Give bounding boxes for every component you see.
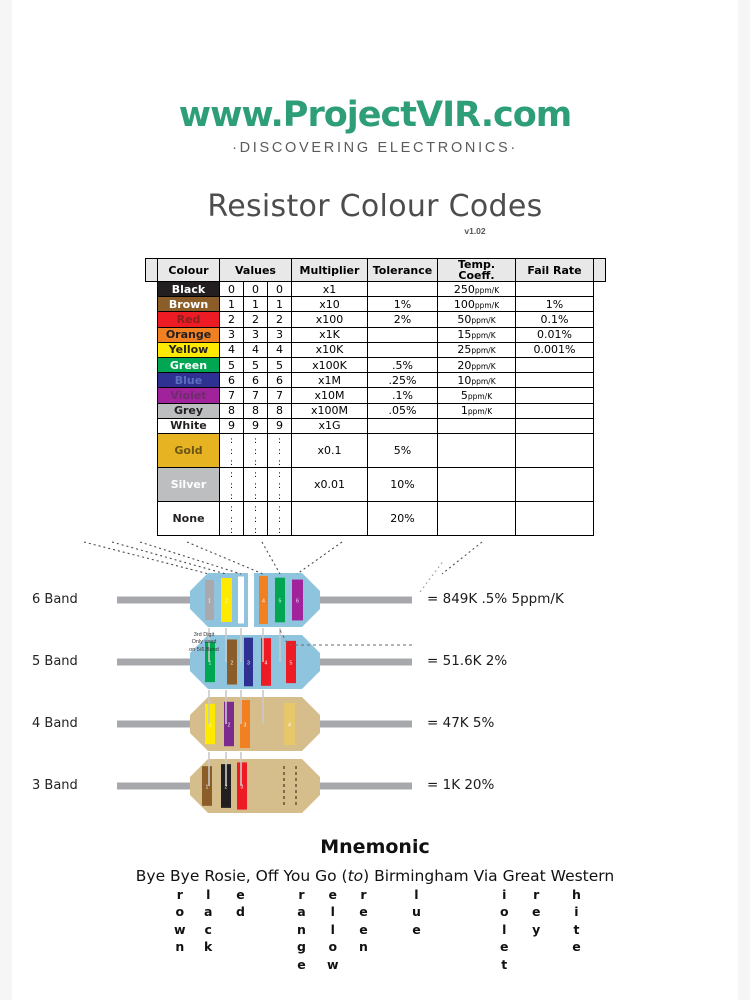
table-row — [146, 357, 606, 372]
table-row — [146, 297, 606, 312]
brand-header — [12, 0, 738, 156]
row-spacer-right — [594, 297, 606, 312]
site-logo-text: www.ProjectVIR.com — [178, 95, 572, 135]
cell-multiplier: x10 — [292, 297, 368, 312]
cell-colour-red: Red — [158, 312, 220, 327]
row-spacer-right — [594, 327, 606, 342]
table-row — [146, 467, 606, 501]
cell-digit3: 9 — [268, 418, 292, 433]
table-row — [146, 501, 606, 535]
mnemonic-column-great: r e y — [532, 886, 541, 937]
svg-text:1: 1 — [208, 722, 212, 729]
cell-colour-orange: Orange — [158, 327, 220, 342]
cell-fail-rate: 0.1% — [516, 312, 594, 327]
cell-tolerance: .25% — [368, 373, 438, 388]
svg-text:3: 3 — [247, 660, 250, 667]
cell-tolerance: .1% — [368, 388, 438, 403]
resistor-label-4-band: 4 Band — [32, 715, 78, 731]
cell-digit3: : : : — [268, 467, 292, 501]
row-spacer-left — [146, 297, 158, 312]
svg-text:4: 4 — [288, 722, 291, 729]
row-spacer-right — [594, 373, 606, 388]
cell-multiplier: x10M — [292, 388, 368, 403]
table-row — [146, 342, 606, 357]
cell-tolerance: 5% — [368, 433, 438, 467]
cell-digit1: 3 — [220, 327, 244, 342]
cell-multiplier: x10K — [292, 342, 368, 357]
mnemonic-column-bye: l a c k — [204, 886, 213, 955]
header-colour: Colour — [158, 259, 220, 282]
cell-fail-rate — [516, 418, 594, 433]
cell-colour-brown: Brown — [158, 297, 220, 312]
header-fail-rate: Fail Rate — [516, 259, 594, 282]
cell-digit1: 4 — [220, 342, 244, 357]
table-row — [146, 282, 606, 297]
resistor-result-5-band: = 51.6K 2% — [427, 652, 508, 669]
cell-colour-white: White — [158, 418, 220, 433]
cell-digit1: 0 — [220, 282, 244, 297]
cell-digit1: 9 — [220, 418, 244, 433]
cell-tolerance: 10% — [368, 467, 438, 501]
row-spacer-right — [594, 403, 606, 418]
cell-digit3: 8 — [268, 403, 292, 418]
mnemonic-letter-columns — [12, 886, 738, 996]
cell-multiplier: x100M — [292, 403, 368, 418]
table-header-row — [146, 259, 606, 282]
cell-temp-coeff — [438, 501, 516, 535]
header-tolerance: Tolerance — [368, 259, 438, 282]
mnemonic-column-you: e l l o w — [327, 886, 339, 972]
cell-fail-rate: 0.01% — [516, 327, 594, 342]
cell-multiplier — [292, 501, 368, 535]
cell-digit1: : : : — [220, 501, 244, 535]
mnemonic-sentence — [12, 867, 738, 885]
mnemonic-column-via: i o l e t — [500, 886, 509, 972]
brand-tagline: ·DISCOVERING ELECTRONICS· — [232, 140, 518, 156]
cell-digit2: 1 — [244, 297, 268, 312]
cell-digit2: 8 — [244, 403, 268, 418]
cell-temp-coeff: 15ppm/K — [438, 327, 516, 342]
svg-text:4: 4 — [264, 660, 268, 667]
svg-text:1: 1 — [208, 598, 211, 605]
page-title: Resistor Colour Codes — [207, 189, 543, 224]
cell-digit2: : : : — [244, 467, 268, 501]
table-row — [146, 403, 606, 418]
cell-temp-coeff: 20ppm/K — [438, 357, 516, 372]
svg-text:2: 2 — [224, 784, 228, 791]
mnemonic-title: Mnemonic — [320, 835, 430, 858]
cell-tolerance — [368, 282, 438, 297]
svg-text:2: 2 — [227, 722, 231, 729]
cell-colour-violet: Violet — [158, 388, 220, 403]
cell-fail-rate — [516, 467, 594, 501]
table-row — [146, 327, 606, 342]
cell-digit1: : : : — [220, 467, 244, 501]
cell-multiplier: x100 — [292, 312, 368, 327]
cell-tolerance — [368, 342, 438, 357]
cell-tolerance — [368, 418, 438, 433]
cell-digit2: 4 — [244, 342, 268, 357]
diagram-canvas — [12, 540, 738, 830]
cell-digit3: 4 — [268, 342, 292, 357]
cell-tolerance: 20% — [368, 501, 438, 535]
row-spacer-left — [146, 501, 158, 535]
mnemonic-sentence-post: ) Birmingham Via Great Western — [363, 866, 615, 885]
cell-digit3: 0 — [268, 282, 292, 297]
table-row — [146, 388, 606, 403]
cell-temp-coeff: 250ppm/K — [438, 282, 516, 297]
row-spacer-right — [594, 433, 606, 467]
cell-multiplier: x0.01 — [292, 467, 368, 501]
row-spacer-right — [594, 312, 606, 327]
resistor-label-6-band: 6 Band — [32, 591, 78, 607]
cell-digit3: : : : — [268, 433, 292, 467]
cell-multiplier: x1G — [292, 418, 368, 433]
colour-code-table — [145, 258, 606, 536]
cell-tolerance: .05% — [368, 403, 438, 418]
cell-colour-black: Black — [158, 282, 220, 297]
mnemonic-column-go: r e e n — [359, 886, 368, 955]
cell-colour-blue: Blue — [158, 373, 220, 388]
cell-digit2: : : : — [244, 501, 268, 535]
cell-digit2: 2 — [244, 312, 268, 327]
cell-digit2: 9 — [244, 418, 268, 433]
version-label: v1.02 — [464, 226, 486, 236]
cell-fail-rate — [516, 501, 594, 535]
svg-text:3: 3 — [243, 722, 247, 729]
resistor-diagram — [12, 540, 738, 830]
cell-tolerance: 1% — [368, 297, 438, 312]
cell-fail-rate: 1% — [516, 297, 594, 312]
cell-digit1: 2 — [220, 312, 244, 327]
cell-colour-grey: Grey — [158, 403, 220, 418]
header-spacer-right — [594, 259, 606, 282]
svg-text:2: 2 — [225, 598, 228, 605]
cell-temp-coeff: 25ppm/K — [438, 342, 516, 357]
header-spacer-left — [146, 259, 158, 282]
poster-page — [12, 0, 738, 1000]
row-spacer-right — [594, 418, 606, 433]
cell-colour-gold: Gold — [158, 433, 220, 467]
cell-temp-coeff — [438, 418, 516, 433]
cell-digit1: 1 — [220, 297, 244, 312]
cell-multiplier: x1K — [292, 327, 368, 342]
mnemonic-sentence-italic: to — [347, 866, 364, 885]
cell-digit2: 0 — [244, 282, 268, 297]
cell-colour-yellow: Yellow — [158, 342, 220, 357]
svg-text:2: 2 — [230, 660, 234, 667]
row-spacer-right — [594, 282, 606, 297]
table-row — [146, 433, 606, 467]
cell-digit3: 2 — [268, 312, 292, 327]
resistor-result-4-band: = 47K 5% — [427, 714, 495, 731]
svg-text:6: 6 — [296, 598, 299, 605]
cell-colour-silver: Silver — [158, 467, 220, 501]
svg-text:1: 1 — [208, 660, 212, 667]
row-spacer-left — [146, 403, 158, 418]
row-spacer-left — [146, 467, 158, 501]
row-spacer-left — [146, 388, 158, 403]
header-values: Values — [220, 259, 292, 282]
row-spacer-right — [594, 467, 606, 501]
row-spacer-left — [146, 433, 158, 467]
mnemonic-column-rosie: e d — [236, 886, 245, 920]
svg-text:3: 3 — [240, 784, 244, 791]
row-spacer-left — [146, 312, 158, 327]
cell-digit3: : : : — [268, 501, 292, 535]
cell-digit3: 6 — [268, 373, 292, 388]
header-multiplier: Multiplier — [292, 259, 368, 282]
svg-text:5: 5 — [278, 598, 282, 605]
cell-digit3: 1 — [268, 297, 292, 312]
cell-digit2: 7 — [244, 388, 268, 403]
table-row — [146, 312, 606, 327]
cell-temp-coeff: 1ppm/K — [438, 403, 516, 418]
mnemonic-column-birmingham: l u e — [412, 886, 421, 937]
row-spacer-left — [146, 327, 158, 342]
cell-digit3: 7 — [268, 388, 292, 403]
cell-digit3: 5 — [268, 357, 292, 372]
cell-tolerance: 2% — [368, 312, 438, 327]
row-spacer-right — [594, 501, 606, 535]
cell-temp-coeff — [438, 433, 516, 467]
cell-multiplier: x0.1 — [292, 433, 368, 467]
cell-digit1: 7 — [220, 388, 244, 403]
cell-fail-rate — [516, 433, 594, 467]
svg-text:4: 4 — [262, 598, 265, 605]
cell-digit1: 5 — [220, 357, 244, 372]
header-temp-coeff: Temp. Coeff. — [438, 259, 516, 282]
cell-fail-rate — [516, 388, 594, 403]
cell-digit3: 3 — [268, 327, 292, 342]
resistor-result-3-band: = 1K 20% — [427, 776, 495, 793]
cell-temp-coeff: 100ppm/K — [438, 297, 516, 312]
mnemonic-column-off: r a n g e — [297, 886, 306, 972]
cell-tolerance: .5% — [368, 357, 438, 372]
resistor-result-6-band: = 849K .5% 5ppm/K — [427, 590, 564, 607]
cell-colour-none: None — [158, 501, 220, 535]
cell-digit2: 6 — [244, 373, 268, 388]
cell-fail-rate — [516, 373, 594, 388]
cell-temp-coeff: 5ppm/K — [438, 388, 516, 403]
cell-digit1: 8 — [220, 403, 244, 418]
svg-text:1: 1 — [205, 784, 209, 791]
cell-multiplier: x1M — [292, 373, 368, 388]
row-spacer-right — [594, 388, 606, 403]
row-spacer-left — [146, 357, 158, 372]
cell-fail-rate — [516, 282, 594, 297]
row-spacer-left — [146, 373, 158, 388]
cell-fail-rate — [516, 403, 594, 418]
row-spacer-right — [594, 357, 606, 372]
row-spacer-left — [146, 418, 158, 433]
mnemonic-column-western: h i t e — [572, 886, 581, 955]
row-spacer-left — [146, 342, 158, 357]
mnemonic-column-bye: r o w n — [174, 886, 186, 955]
mnemonic-sentence-pre: Bye Bye Rosie, Off You Go ( — [135, 866, 348, 885]
cell-fail-rate — [516, 357, 594, 372]
third-digit-note: 3rd Digit Only used on 5/6 Band — [189, 631, 219, 653]
cell-fail-rate: 0.001% — [516, 342, 594, 357]
cell-temp-coeff — [438, 467, 516, 501]
cell-digit2: : : : — [244, 433, 268, 467]
svg-text:5: 5 — [289, 660, 293, 667]
cell-temp-coeff: 10ppm/K — [438, 373, 516, 388]
table-row — [146, 373, 606, 388]
cell-tolerance — [368, 327, 438, 342]
resistor-label-5-band: 5 Band — [32, 653, 78, 669]
row-spacer-left — [146, 282, 158, 297]
row-spacer-right — [594, 342, 606, 357]
cell-digit2: 3 — [244, 327, 268, 342]
resistor-label-3-band: 3 Band — [32, 777, 78, 793]
svg-text:3: 3 — [239, 598, 243, 605]
colour-code-table-wrap — [145, 258, 605, 536]
table-row — [146, 418, 606, 433]
cell-multiplier: x1 — [292, 282, 368, 297]
cell-digit2: 5 — [244, 357, 268, 372]
cell-temp-coeff: 50ppm/K — [438, 312, 516, 327]
cell-colour-green: Green — [158, 357, 220, 372]
cell-digit1: 6 — [220, 373, 244, 388]
cell-digit1: : : : — [220, 433, 244, 467]
cell-multiplier: x100K — [292, 357, 368, 372]
